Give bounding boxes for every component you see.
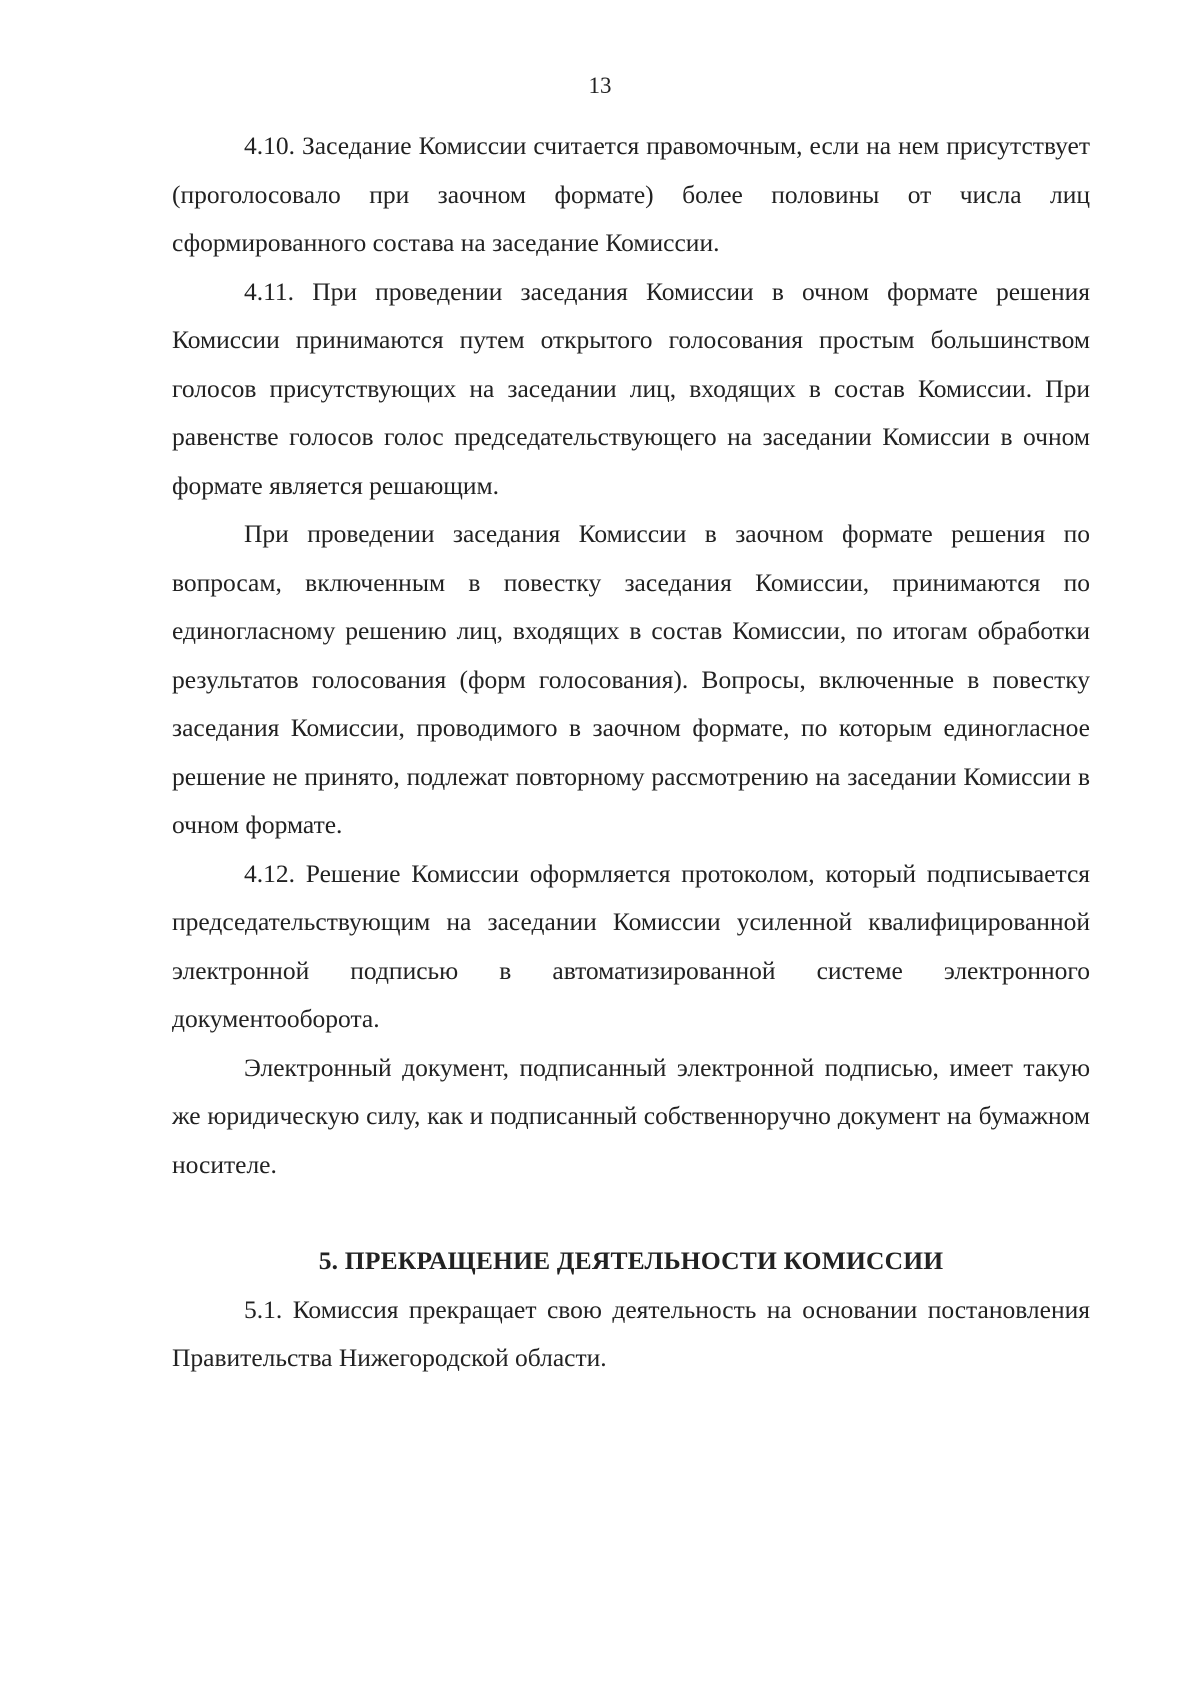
paragraph-4-12: 4.12. Решение Комиссии оформляется протоколом, который подписывается председательствующим на заседании Комиссии усиленной квалифицированной электронной подписью в автоматизированной системе электронного документооборота. [172,858,1090,1033]
paragraph-4-11-absentee: При проведении заседания Комиссии в заочном формате решения по вопросам, включенным в повестку заседания Комиссии, принимаются по единогласному решению лиц, входящих в состав Комиссии, по итогам обработки результатов голосования (форм голосования). Вопросы, включенные в повестку заседания Комиссии, проводимого в заочном формате, по которым единогласное решение не принято, подлежат повторному рассмотрению на заседании Комиссии в очном формате. [172,519,1090,839]
paragraph-4-12-electronic-document: Электронный документ, подписанный электронной подписью, имеет такую же юридическую силу, как и подписанный собственноручно документ на бумажном носителе. [172,1052,1090,1179]
paragraph-4-10: 4.10. Заседание Комиссии считается правомочным, если на нем присутствует (проголосовало при заочном формате) более половины от числа лиц сформированного состава на заседание Комиссии. [172,131,1090,257]
paragraph-5-1: 5.1. Комиссия прекращает свою деятельность на основании постановления Правительства Нижегородской области. [172,1294,1090,1372]
paragraph-4-11: 4.11. При проведении заседания Комиссии в очном формате решения Комиссии принимаются путем открытого голосования простым большинством голосов присутствующих на заседании лиц, входящих в состав Комиссии. При равенстве голосов голос председательствующего на заседании Комиссии в очном формате является решающим. [172,276,1090,500]
document-body [172,122,1090,1383]
section-heading: 5. ПРЕКРАЩЕНИЕ ДЕЯТЕЛЬНОСТИ КОМИССИИ [318,1246,944,1275]
page-number: 13 [588,73,612,98]
